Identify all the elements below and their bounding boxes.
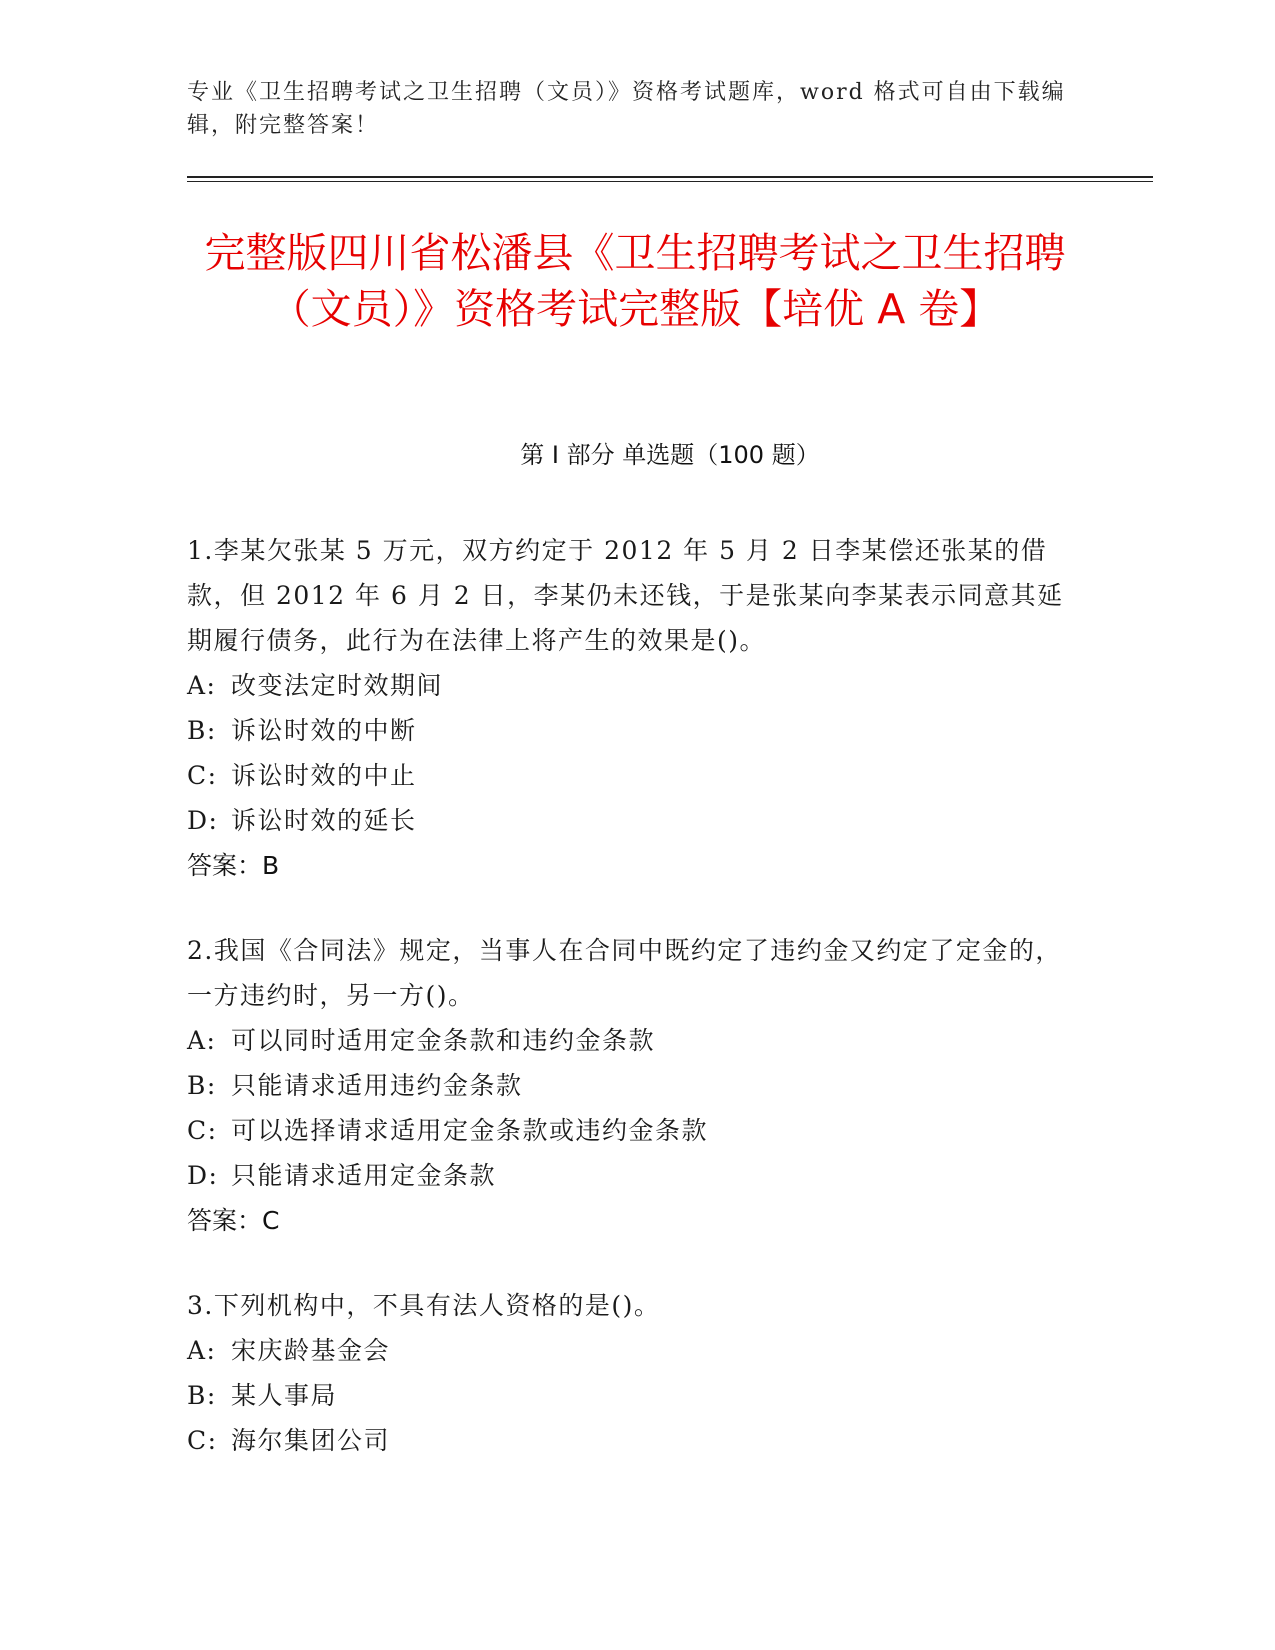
option-text: 可以选择请求适用定金条款或违约金条款 xyxy=(231,1116,709,1145)
option-key: D: xyxy=(187,1161,219,1190)
answer-label: 答案：C xyxy=(187,1206,280,1235)
option-key: C: xyxy=(187,761,218,790)
section-title: 第 I 部分 单选题（100 题） xyxy=(520,441,820,469)
option-a xyxy=(187,1328,1067,1373)
header-divider-thin xyxy=(187,181,1153,182)
option-a xyxy=(187,663,1067,708)
option-key: B: xyxy=(187,716,217,745)
question-stem: 3.下列机构中，不具有法人资格的是()。 xyxy=(187,1291,661,1320)
header-divider xyxy=(187,176,1153,178)
option-key: A: xyxy=(187,671,217,700)
answer-label: 答案：B xyxy=(187,851,280,880)
document-title: 完整版四川省松潘县《卫生招聘考试之卫生招聘（文员）》资格考试完整版【培优 A 卷】 xyxy=(204,229,1066,333)
option-text: 诉讼时效的延长 xyxy=(231,806,417,835)
question-item xyxy=(187,1283,1067,1463)
option-b xyxy=(187,1373,1067,1418)
option-text: 可以同时适用定金条款和违约金条款 xyxy=(231,1026,656,1055)
option-b xyxy=(187,1063,1067,1108)
option-key: A: xyxy=(187,1026,217,1055)
option-b xyxy=(187,708,1067,753)
option-text: 宋庆龄基金会 xyxy=(231,1336,391,1365)
option-a xyxy=(187,1018,1067,1063)
option-key: B: xyxy=(187,1071,217,1100)
question-stem: 1.李某欠张某 5 万元，双方约定于 2012 年 5 月 2 日李某偿还张某的借款，但 2012 年 6 月 2 日，李某仍未还钱，于是张某向李某表示同意其延期履行债务，此行为在法律上将产生的效果是()。 xyxy=(187,536,1064,655)
option-text: 海尔集团公司 xyxy=(231,1426,391,1455)
option-text: 改变法定时效期间 xyxy=(231,671,444,700)
option-key: C: xyxy=(187,1116,218,1145)
option-d xyxy=(187,798,1067,843)
question-item xyxy=(187,928,1067,1243)
question-list xyxy=(187,528,1067,1503)
option-text: 诉讼时效的中止 xyxy=(231,761,417,790)
option-c xyxy=(187,1418,1067,1463)
option-c xyxy=(187,753,1067,798)
option-key: B: xyxy=(187,1381,217,1410)
option-key: D: xyxy=(187,806,219,835)
option-text: 只能请求适用定金条款 xyxy=(231,1161,497,1190)
option-text: 某人事局 xyxy=(231,1381,338,1410)
question-item xyxy=(187,528,1067,888)
option-d xyxy=(187,1153,1067,1198)
option-key: C: xyxy=(187,1426,218,1455)
option-c xyxy=(187,1108,1067,1153)
question-stem: 2.我国《合同法》规定，当事人在合同中既约定了违约金又约定了定金的，一方违约时，另一方()。 xyxy=(187,936,1062,1010)
header-note: 专业《卫生招聘考试之卫生招聘（文员）》资格考试题库，word 格式可自由下载编辑，附完整答案！ xyxy=(187,80,1066,138)
option-text: 只能请求适用违约金条款 xyxy=(231,1071,523,1100)
option-key: A: xyxy=(187,1336,217,1365)
option-text: 诉讼时效的中断 xyxy=(231,716,417,745)
